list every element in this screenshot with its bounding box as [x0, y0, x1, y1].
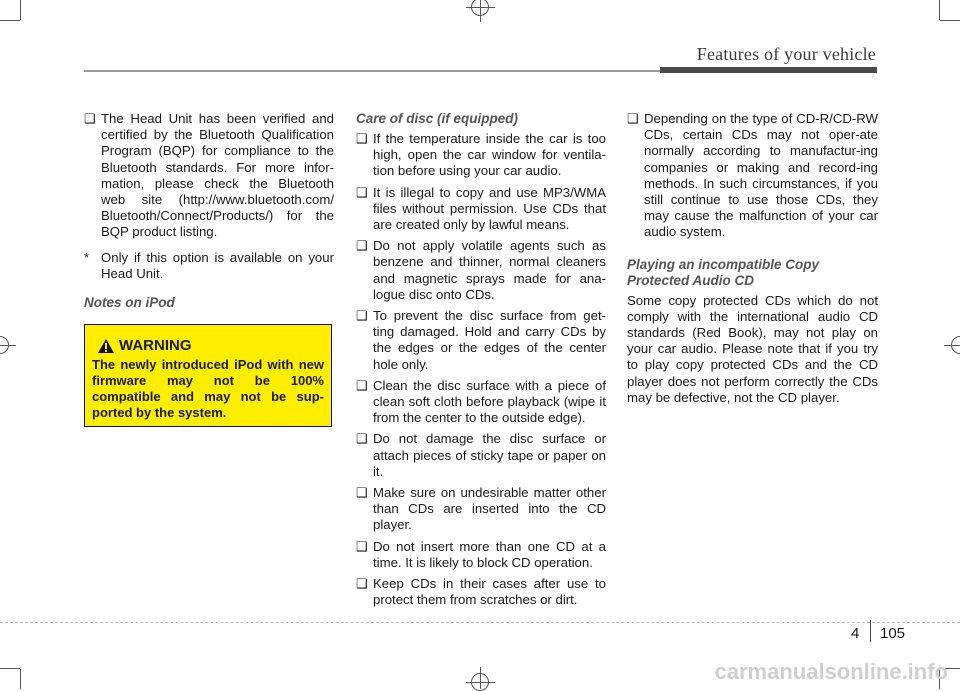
list-item [356, 431, 606, 480]
care-of-disc-heading: Care of disc (if equipped) [356, 111, 519, 126]
checkbox-bullet-icon: ❑ [84, 111, 96, 126]
list-item [356, 308, 606, 373]
warning-triangle-icon [97, 338, 115, 354]
crop-mark [0, 345, 16, 346]
copy-protected-paragraph: Some copy protected CDs which do not comply with the international audio CD standards (Red Book), may not play on your car audio. Please note that if you try to play copy protected CDs and the CD player does not perform correctly the CDs may be defective, not the CD player. [627, 292, 878, 405]
watermark: carmanualsonline.info [714, 659, 948, 684]
crop-mark [940, 20, 960, 21]
header-rule-accent [660, 67, 877, 73]
list-item-text: It is illegal to copy and use MP3/WMA files without permission. Use CDs that are created only by lawful means. [373, 184, 606, 233]
crop-mark [466, 682, 495, 683]
checkbox-bullet-icon: ❑ [356, 431, 368, 447]
copy-protected-heading: Playing an incompatible Copy Protected Audio CD [627, 256, 820, 288]
checkbox-bullet-icon: ❑ [356, 485, 368, 501]
footer-rule [0, 622, 960, 623]
list-item [356, 131, 606, 180]
list-item [356, 238, 606, 303]
chapter-number: 4 [851, 625, 860, 642]
list-item-text: If the temperature inside the car is too high, open the car window for ventila-tion before using your car audio. [373, 131, 606, 179]
list-item-text: Depending on the type of CD-R/CD-RW CDs, certain CDs may not oper-ate normally according to manufactur-ing companies or making and record-ing methods. In such circumstances, if you still continue to use those CDs, they may cause the malfunction of your car audio system. [644, 111, 878, 240]
crop-mark [20, 669, 21, 689]
footnote-text: Only if this option is available on your Head Unit. [101, 249, 334, 281]
checkbox-bullet-icon: ❑ [356, 576, 368, 592]
ipod-heading: Notes on iPod [84, 295, 175, 311]
warning-header [97, 337, 324, 354]
checkbox-bullet-icon: ❑ [627, 111, 639, 126]
checkbox-bullet-icon: ❑ [356, 308, 368, 324]
page-number-separator [870, 620, 871, 642]
list-item-text: Make sure on undesirable matter other than CDs are inserted into the CD player. [373, 485, 606, 533]
header-rule [84, 70, 660, 72]
list-item [627, 111, 878, 241]
checkbox-bullet-icon: ❑ [356, 238, 368, 254]
section-title: Features of your vehicle [696, 44, 876, 64]
list-item [356, 576, 606, 608]
column-middle [356, 111, 606, 613]
crop-mark [480, 0, 481, 22]
list-item [84, 111, 334, 241]
warning-title: WARNING [119, 337, 192, 354]
checkbox-bullet-icon: ❑ [356, 538, 368, 554]
footnote [84, 250, 334, 282]
footnote-marker: * [84, 249, 90, 265]
list-item [356, 539, 606, 571]
column-right [627, 111, 878, 406]
crop-mark [0, 668, 20, 669]
warning-box [84, 324, 332, 427]
crop-mark [20, 0, 21, 20]
column-left [84, 111, 334, 315]
list-item [356, 185, 606, 234]
crop-mark [939, 0, 940, 20]
crop-mark [480, 667, 481, 689]
list-item [356, 378, 606, 427]
crop-mark [466, 7, 495, 8]
list-item-text: Do not apply volatile agents such as benzene and thinner, normal cleaners and magnetic sprays made for ana-logue disc onto CDs. [373, 238, 606, 302]
warning-text: The newly introduced iPod with new firmware may not be 100% compatible and may not be sup-ported by the system. [92, 357, 324, 420]
checkbox-bullet-icon: ❑ [356, 184, 368, 200]
list-item [356, 485, 606, 534]
checkbox-bullet-icon: ❑ [356, 131, 368, 146]
crop-mark [944, 345, 960, 346]
list-item-text: Do not damage the disc surface or attach pieces of sticky tape or paper on it. [373, 431, 606, 479]
checkbox-bullet-icon: ❑ [356, 377, 368, 393]
list-item-text: Do not insert more than one CD at a time. It is likely to block CD operation. [373, 538, 606, 570]
list-item-text: To prevent the disc surface from get-ting damaged. Hold and carry CDs by the edges or the edges of the center hole only. [373, 308, 606, 372]
bqp-text: The Head Unit has been verified and certified by the Bluetooth Qualification Program (BQP) for compliance to the Bluetooth standards. For more infor-mation, please check the Bluetooth web site (http://www.bluetooth.com/ Bluetooth/Connect/Products/) for the BQP product listing. [101, 111, 334, 240]
crop-mark [0, 20, 20, 21]
list-item-text: Clean the disc surface with a piece of clean soft cloth before playback (wipe it from the center to the outside edge). [373, 377, 606, 426]
list-item-text: Keep CDs in their cases after use to protect them from scratches or dirt. [373, 576, 606, 608]
page-number: 105 [880, 625, 906, 642]
